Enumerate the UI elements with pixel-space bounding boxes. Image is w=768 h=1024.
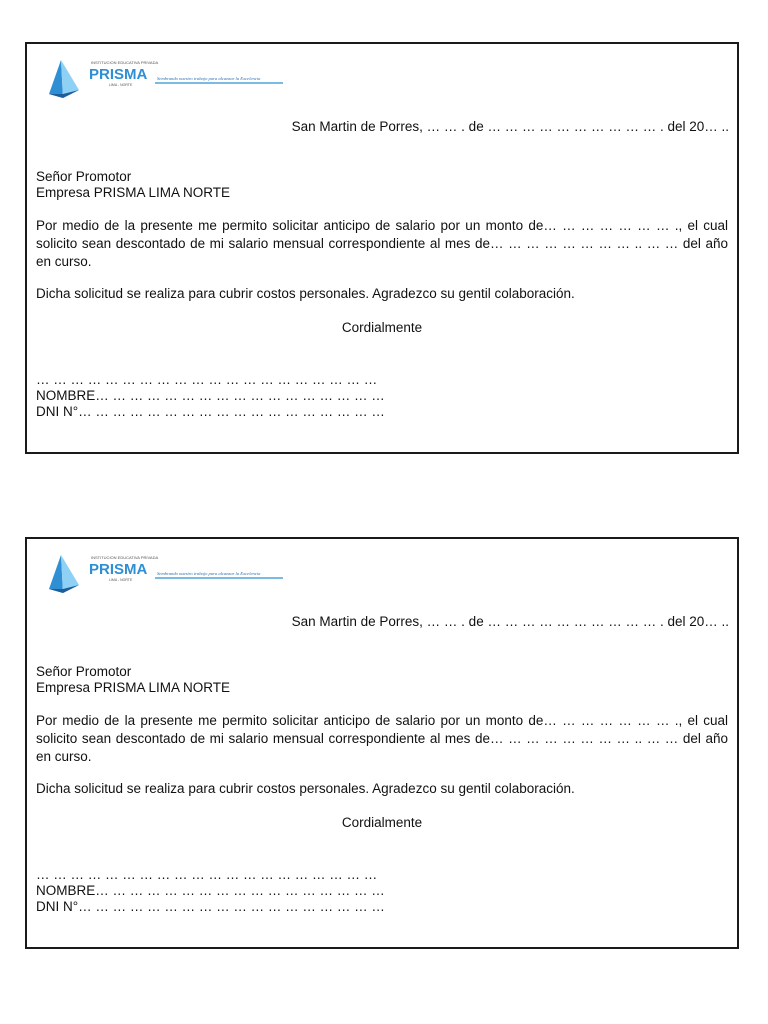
closing-paragraph: Dicha solicitud se realiza para cubrir costos personales. Agradezco su gentil colaboración. (36, 781, 575, 796)
signature-line: … … … … … … … … … … … … … … … … … … … … (36, 372, 378, 387)
pyramid-icon (47, 553, 287, 597)
pyramid-icon (47, 58, 287, 102)
signature-line: … … … … … … … … … … … … … … … … … … … … (36, 867, 378, 882)
logo-tagline: Sembrando nuestro trabajo para alcanzar la Excelencia (157, 76, 261, 81)
logo-top-text: INSTITUCION EDUCATIVA PRIVADA (91, 555, 159, 560)
recipient-title: Señor Promotor (36, 169, 132, 184)
logo-bottom-text: LIMA - NORTE (109, 83, 133, 87)
signature-dni: DNI N°… … … … … … … … … … … … … … … … … … (36, 899, 385, 914)
regards-text: Cordialmente (341, 815, 423, 830)
recipient-block (36, 664, 230, 696)
signature-name: NOMBRE… … … … … … … … … … … … … … … … … (36, 883, 385, 898)
logo-tagline: Sembrando nuestro trabajo para alcanzar la Excelencia (157, 571, 261, 576)
regards-text: Cordialmente (341, 320, 423, 335)
request-paragraph: Por medio de la presente me permito solicitar anticipo de salario por un monto de… … … … … … … ., el cual solicito sean descontado de mi salario mensual correspondiente al mes de… … … … … … … … .. … … del año en curso. (36, 713, 728, 764)
recipient-company: Empresa PRISMA LIMA NORTE (36, 185, 231, 200)
logo-bottom-text: LIMA - NORTE (109, 578, 133, 582)
prisma-logo (47, 553, 287, 597)
logo-brand: PRISMA (89, 561, 148, 578)
logo-top-text: INSTITUCION EDUCATIVA PRIVADA (91, 60, 159, 65)
closing-paragraph: Dicha solicitud se realiza para cubrir costos personales. Agradezco su gentil colaboración. (36, 286, 575, 301)
signature-block (36, 867, 385, 915)
signature-block (36, 372, 385, 420)
date-line: San Martin de Porres, … … . de … … … … … … … … … … . del 20… .. (291, 119, 729, 134)
request-paragraph: Por medio de la presente me permito solicitar anticipo de salario por un monto de… … … … … … … ., el cual solicito sean descontado de mi salario mensual correspondiente al mes de… … … … … … … … .. … … del año en curso. (36, 218, 728, 269)
date-line: San Martin de Porres, … … . de … … … … … … … … … … . del 20… .. (291, 614, 729, 629)
prisma-logo (47, 58, 287, 102)
signature-dni: DNI N°… … … … … … … … … … … … … … … … … … (36, 404, 385, 419)
recipient-block (36, 169, 230, 201)
letter-card-1 (25, 42, 739, 454)
recipient-title: Señor Promotor (36, 664, 132, 679)
signature-name: NOMBRE… … … … … … … … … … … … … … … … … (36, 388, 385, 403)
logo-brand: PRISMA (89, 66, 148, 83)
recipient-company: Empresa PRISMA LIMA NORTE (36, 680, 231, 695)
letter-card-2 (25, 537, 739, 949)
